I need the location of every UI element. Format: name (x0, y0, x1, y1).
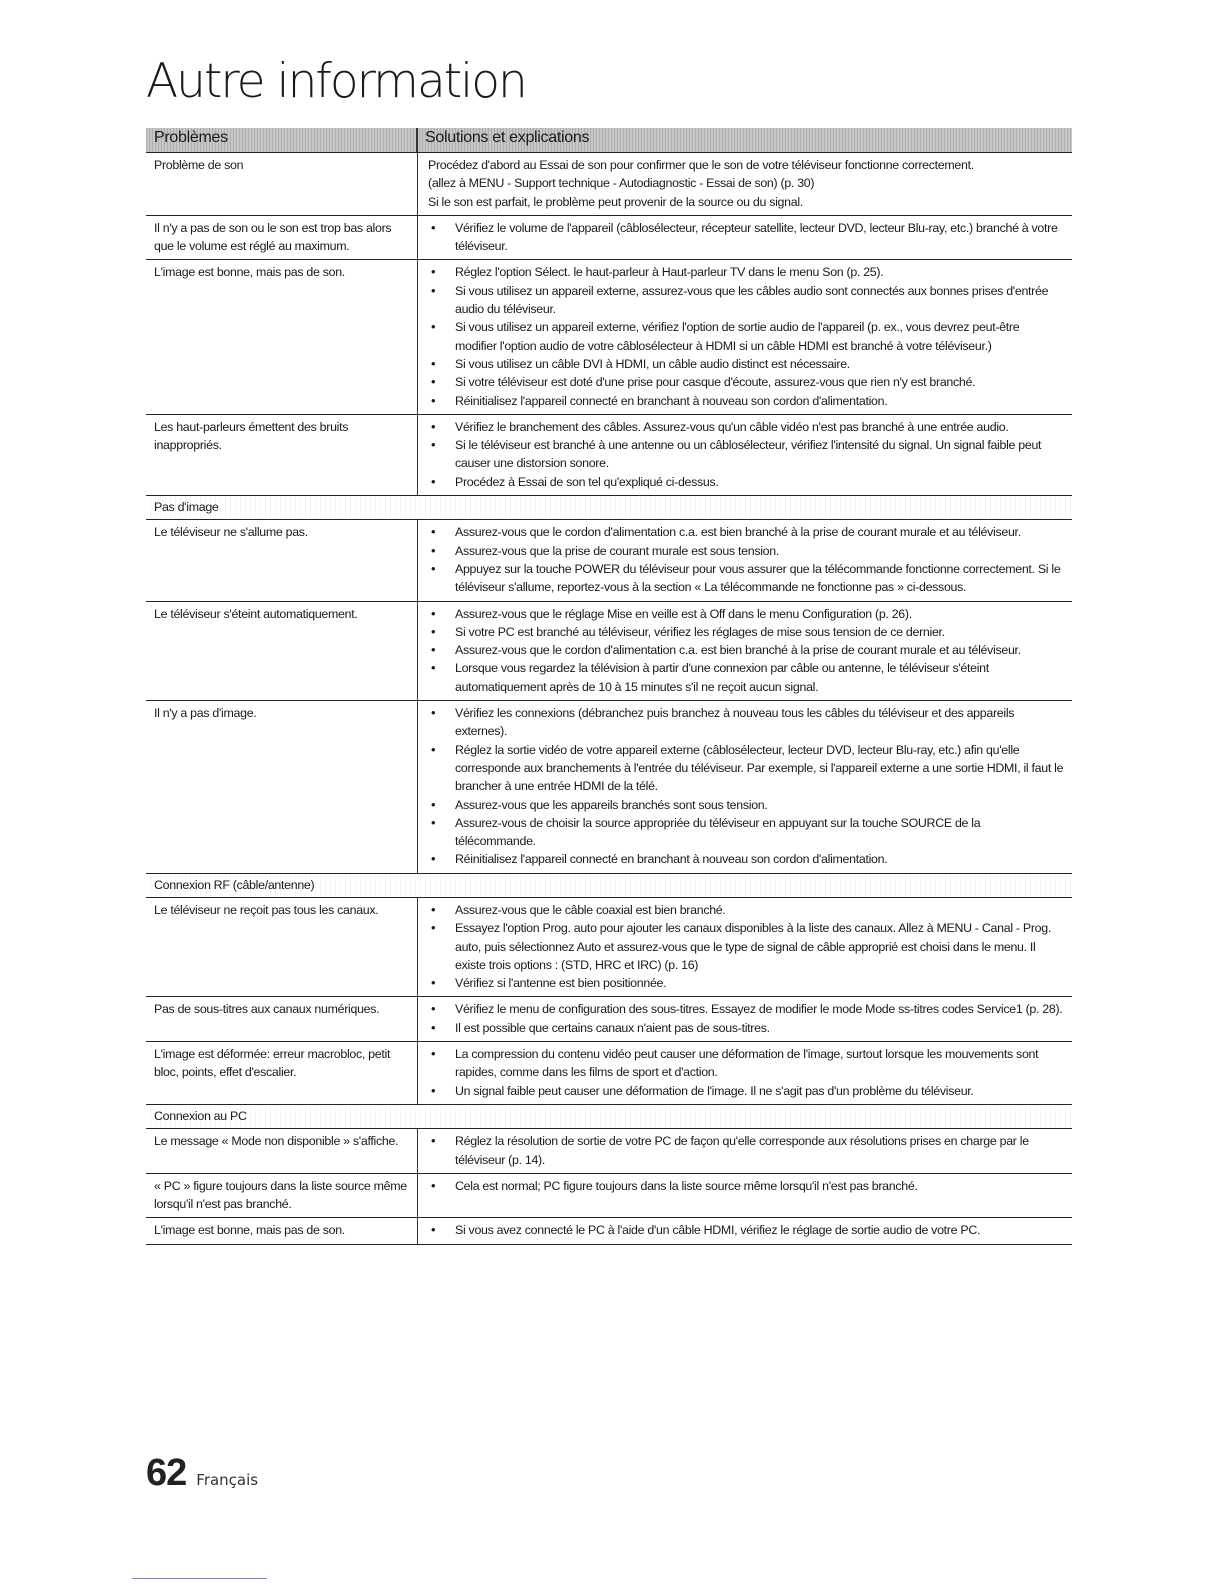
problem-cell: Les haut-parleurs émettent des bruits inappropriés. (146, 415, 418, 495)
solution-list (428, 219, 1064, 256)
solution-cell (418, 260, 1072, 413)
solution-cell (418, 602, 1072, 700)
rf-rows (146, 898, 1072, 1105)
solution-item: • Assurez-vous que le réglage Mise en veille est à Off dans le menu Configuration (p. 26). (428, 605, 1064, 623)
problem-cell: L'image est bonne, mais pas de son. (146, 260, 418, 413)
problem-cell: Le téléviseur s'éteint automatiquement. (146, 602, 418, 700)
section-heading-no-image: Pas d'image (146, 496, 1072, 520)
solution-item: • Réglez l'option Sélect. le haut-parleur à Haut-parleur TV dans le menu Son (p. 25). (428, 263, 1064, 281)
solution-item: • La compression du contenu vidéo peut causer une déformation de l'image, surtout lorsque les mouvements sont rapides, comme dans les films de sport et d'action. (428, 1045, 1064, 1082)
solution-list (428, 523, 1064, 596)
page-footer (146, 1452, 258, 1495)
problem-cell: L'image est bonne, mais pas de son. (146, 1218, 418, 1243)
solution-item: • Cela est normal; PC figure toujours dans la liste source même lorsqu'il n'est pas branché. (428, 1177, 1064, 1195)
table-row (146, 701, 1072, 874)
pc-rows (146, 1129, 1072, 1244)
table-row (146, 216, 1072, 261)
table-row (146, 260, 1072, 414)
solution-item: • Si votre téléviseur est doté d'une prise pour casque d'écoute, assurez-vous que rien n'y est branché. (428, 373, 1064, 391)
sound-rows (146, 216, 1072, 496)
solution-list (428, 1045, 1064, 1100)
problem-cell: L'image est déformée: erreur macrobloc, petit bloc, points, effet d'escalier. (146, 1042, 418, 1104)
page-title: Autre information (146, 54, 526, 109)
problem-cell: Le message « Mode non disponible » s'affiche. (146, 1129, 418, 1173)
table-row (146, 602, 1072, 701)
problem-cell: Pas de sous-titres aux canaux numériques. (146, 997, 418, 1041)
solution-item: • Si vous utilisez un câble DVI à HDMI, un câble audio distinct est nécessaire. (428, 355, 1064, 373)
problem-cell: Problème de son (146, 153, 418, 215)
column-header-problems: Problèmes (146, 128, 418, 152)
table-row (146, 520, 1072, 601)
solution-list (428, 1221, 1064, 1239)
solution-item: • Un signal faible peut causer une déformation de l'image. Il ne s'agit pas d'un problème du téléviseur. (428, 1082, 1064, 1100)
solution-item: • Réglez la sortie vidéo de votre appareil externe (câblosélecteur, lecteur DVD, lecteur Blu-ray, etc.) afin qu'elle corresponde aux branchements à l'entrée du téléviseur. Par exemple, si l'appareil externe a une sortie HDMI, il faut le brancher à une entrée HDMI de la télé. (428, 741, 1064, 796)
solution-item: • Vérifiez le branchement des câbles. Assurez-vous qu'un câble vidéo n'est pas branché à une entrée audio. (428, 418, 1064, 436)
solution-cell (418, 216, 1072, 260)
solution-list (428, 263, 1064, 409)
language-label: Français (196, 1471, 259, 1489)
solution-item: • Il est possible que certains canaux n'aient pas de sous-titres. (428, 1019, 1064, 1037)
solution-item: • Si vous utilisez un appareil externe, vérifiez l'option de sortie audio de l'appareil (p. ex., vous devrez peut-être modifier l'option audio de votre câblosélecteur à HDMI si un câble HDMI est branché à votre téléviseur.) (428, 318, 1064, 355)
solution-list (428, 605, 1064, 696)
solution-cell (418, 898, 1072, 996)
table-row (146, 1042, 1072, 1105)
section-heading-rf: Connexion RF (câble/antenne) (146, 874, 1072, 898)
solution-item: • Assurez-vous de choisir la source appropriée du téléviseur en appuyant sur la touche SOURCE de la télécommande. (428, 814, 1064, 851)
solution-item: • Procédez à Essai de son tel qu'expliqué ci-dessus. (428, 473, 1064, 491)
image-rows (146, 520, 1072, 873)
solution-cell (418, 1042, 1072, 1104)
solution-item: • Appuyez sur la touche POWER du téléviseur pour vous assurer que la télécommande fonctionne correctement. Si le téléviseur s'allume, reportez-vous à la section « La télécommande ne fonctionne pas » ci-dessous. (428, 560, 1064, 597)
solution-list (428, 901, 1064, 992)
solution-item: • Si vous avez connecté le PC à l'aide d'un câble HDMI, vérifiez le réglage de sortie audio de votre PC. (428, 1221, 1064, 1239)
solution-item: • Si votre PC est branché au téléviseur, vérifiez les réglages de mise sous tension de ce dernier. (428, 623, 1064, 641)
solution-cell (418, 701, 1072, 873)
solution-list (428, 418, 1064, 491)
solution-list (428, 1132, 1064, 1169)
intro-line: Si le son est parfait, le problème peut provenir de la source ou du signal. (428, 194, 803, 209)
solution-item: • Assurez-vous que le cordon d'alimentation c.a. est bien branché à la prise de courant murale et au téléviseur. (428, 641, 1064, 659)
solution-item: • Assurez-vous que le câble coaxial est bien branché. (428, 901, 1064, 919)
table-row (146, 153, 1072, 216)
intro-line: Procédez d'abord au Essai de son pour confirmer que le son de votre téléviseur fonctionne correctement. (428, 158, 974, 172)
table-row (146, 997, 1072, 1042)
solution-item: • Vérifiez si l'antenne est bien positionnée. (428, 974, 1064, 992)
solution-cell (418, 997, 1072, 1041)
solution-item: • Assurez-vous que la prise de courant murale est sous tension. (428, 542, 1064, 560)
column-header-solutions: Solutions et explications (418, 128, 1072, 152)
solution-item: • Assurez-vous que le cordon d'alimentation c.a. est bien branché à la prise de courant murale et au téléviseur. (428, 523, 1064, 541)
solution-item: • Essayez l'option Prog. auto pour ajouter les canaux disponibles à la liste des canaux. Allez à MENU - Canal - Prog. auto, puis sélectionnez Auto et assurez-vous que le type de signal de câble approprié est choisi dans le menu. Il existe trois options : (STD, HRC et IRC) (p. 16) (428, 919, 1064, 974)
solution-item: • Réinitialisez l'appareil connecté en branchant à nouveau son cordon d'alimentation. (428, 850, 1064, 868)
problem-cell: Le téléviseur ne s'allume pas. (146, 520, 418, 600)
table-row (146, 898, 1072, 997)
solution-cell (418, 520, 1072, 600)
solution-list (428, 1000, 1064, 1037)
solution-item: • Assurez-vous que les appareils branchés sont sous tension. (428, 796, 1064, 814)
solution-cell (418, 153, 1072, 215)
solution-cell (418, 1174, 1072, 1218)
solution-list (428, 704, 1064, 869)
page-number: 62 (146, 1452, 187, 1494)
table-header (146, 128, 1072, 153)
table-row (146, 1218, 1072, 1244)
solution-cell (418, 1218, 1072, 1243)
problem-cell: Il n'y a pas de son ou le son est trop bas alors que le volume est réglé au maximum. (146, 216, 418, 260)
problem-cell: Le téléviseur ne reçoit pas tous les canaux. (146, 898, 418, 996)
solution-item: • Vérifiez les connexions (débranchez puis branchez à nouveau tous les câbles du téléviseur et des appareils externes). (428, 704, 1064, 741)
solution-item: • Si vous utilisez un appareil externe, assurez-vous que les câbles audio sont connectés aux bonnes prises d'entrée audio du téléviseur. (428, 282, 1064, 319)
problem-cell: Il n'y a pas d'image. (146, 701, 418, 873)
table-row (146, 415, 1072, 496)
table-row (146, 1129, 1072, 1174)
solution-cell (418, 1129, 1072, 1173)
table-row (146, 1174, 1072, 1219)
solution-item: • Vérifiez le volume de l'appareil (câblosélecteur, récepteur satellite, lecteur DVD, lecteur Blu-ray, etc.) branché à votre téléviseur. (428, 219, 1064, 256)
solution-item: • Si le téléviseur est branché à une antenne ou un câblosélecteur, vérifiez l'intensité du signal. Un signal faible peut causer une distorsion sonore. (428, 436, 1064, 473)
section-heading-pc: Connexion au PC (146, 1105, 1072, 1129)
solution-list (428, 1177, 1064, 1195)
solution-item: • Vérifiez le menu de configuration des sous-titres. Essayez de modifier le mode Mode ss-titres codes Service1 (p. 28). (428, 1000, 1064, 1018)
solution-item: • Réinitialisez l'appareil connecté en branchant à nouveau son cordon d'alimentation. (428, 392, 1064, 410)
problem-cell: « PC » figure toujours dans la liste source même lorsqu'il n'est pas branché. (146, 1174, 418, 1218)
divider (132, 1578, 267, 1579)
solution-item: • Lorsque vous regardez la télévision à partir d'une connexion par câble ou antenne, le téléviseur s'éteint automatiquement après de 10 à 15 minutes s'il ne reçoit aucun signal. (428, 659, 1064, 696)
troubleshooting-table (146, 128, 1072, 1245)
intro-line: (allez à MENU - Support technique - Autodiagnostic - Essai de son) (p. 30) (428, 176, 815, 191)
solution-item: • Réglez la résolution de sortie de votre PC de façon qu'elle corresponde aux résolutions prises en charge par le téléviseur (p. 14). (428, 1132, 1064, 1169)
solution-cell (418, 415, 1072, 495)
